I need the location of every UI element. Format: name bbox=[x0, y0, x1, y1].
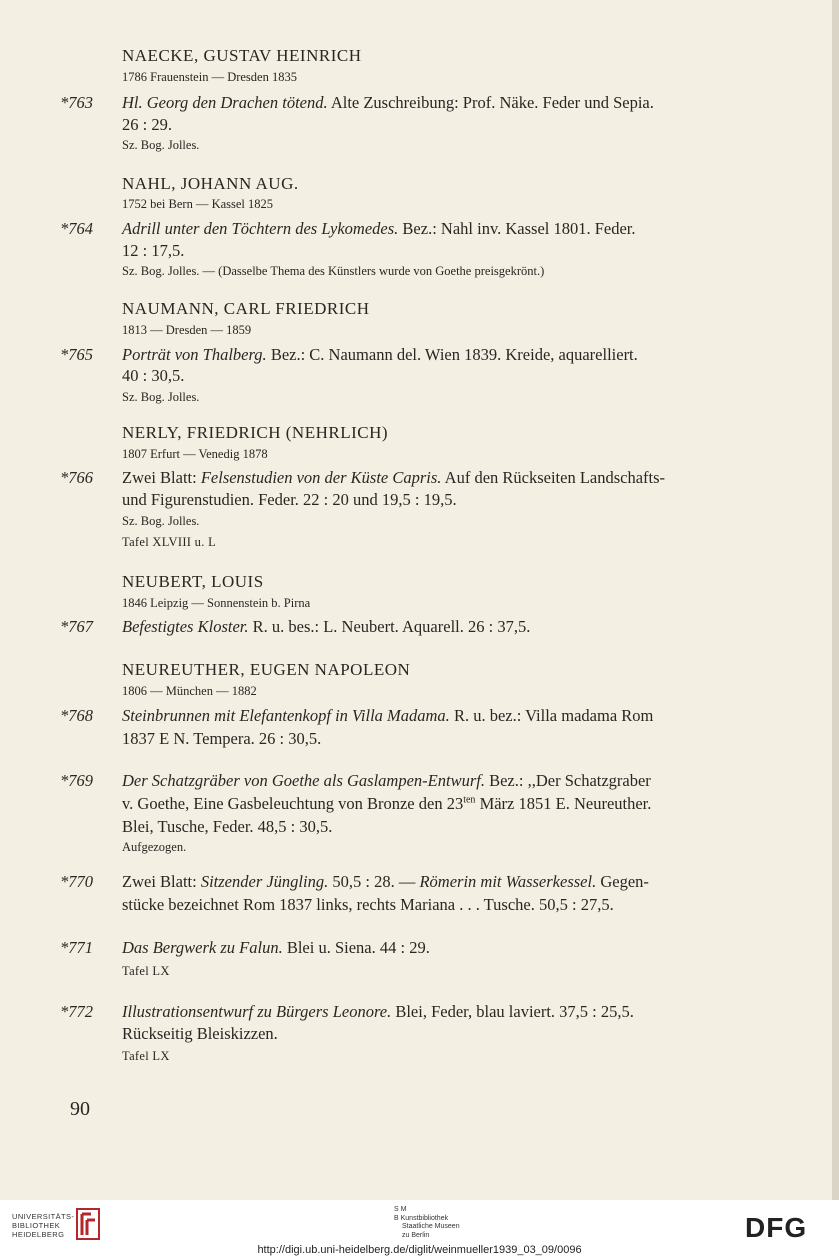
page-number: 90 bbox=[70, 1098, 90, 1120]
lot-description bbox=[122, 468, 665, 488]
lot-text: Alte Zuschreibung: Prof. Näke. Feder und Sepia. bbox=[327, 93, 654, 112]
dfg-logo[interactable]: DFG bbox=[745, 1212, 808, 1243]
ub-logo-line: UNIVERSITÄTS- bbox=[12, 1212, 75, 1221]
lot-number: *770 bbox=[60, 872, 93, 891]
lot-text: Blei u. Siena. 44 : 29. bbox=[282, 938, 430, 957]
lot-number: *769 bbox=[60, 771, 93, 790]
lot-number: *767 bbox=[60, 617, 93, 636]
lot-description-cont: 12 : 17,5. bbox=[122, 241, 185, 260]
lot-description bbox=[122, 872, 649, 892]
lot-plate: Tafel XLVIII u. L bbox=[122, 535, 217, 549]
lot-description bbox=[122, 1002, 634, 1022]
lot-description-cont: stücke bezeichnet Rom 1837 links, rechts Mariana . . . Tusche. 50,5 : 27,5. bbox=[122, 895, 614, 914]
lot-title: Das Bergwerk zu Falun. bbox=[122, 938, 283, 957]
lot-number: *771 bbox=[60, 938, 93, 957]
lot-title: Sitzender Jüngling. bbox=[200, 872, 329, 891]
artist-heading: NAECKE, GUSTAV HEINRICH bbox=[122, 46, 362, 65]
smb-logo[interactable] bbox=[394, 1206, 460, 1240]
lot-number: *763 bbox=[60, 93, 93, 112]
lot-description-cont: Rückseitig Bleiskizzen. bbox=[122, 1024, 278, 1043]
artist-heading: NERLY, FRIEDRICH (NEHRLICH) bbox=[122, 423, 389, 442]
smb-logo-line: Staatliche Museen bbox=[402, 1223, 460, 1230]
lot-text: R. u. bes.: L. Neubert. Aquarell. 26 : 37,5. bbox=[248, 617, 531, 636]
lot-description bbox=[122, 345, 638, 365]
lot-text: Blei, Feder, blau laviert. 37,5 : 25,5. bbox=[391, 1002, 634, 1021]
smb-logo-line: zu Berlin bbox=[402, 1231, 430, 1239]
smb-logo-line: B Kunstbibliothek bbox=[394, 1214, 449, 1222]
lot-description-cont: 40 : 30,5. bbox=[122, 366, 185, 385]
lot-title: Der Schatzgräber von Goethe als Gaslampen-Entwurf. bbox=[122, 771, 485, 790]
lot-title-2: Römerin mit Wasserkessel. bbox=[419, 872, 597, 891]
lot-plate: Tafel LX bbox=[122, 1049, 170, 1063]
lot-text: R. u. bez.: Villa madama Rom bbox=[449, 706, 654, 725]
lot-number: *766 bbox=[60, 468, 93, 487]
lot-provenance: Sz. Bog. Jolles. — (Dasselbe Thema des Künstlers wurde von Goethe preisgekrönt.) bbox=[122, 264, 545, 278]
lot-prefix: Zwei Blatt: bbox=[122, 872, 201, 891]
lot-title: Illustrationsentwurf zu Bürgers Leonore. bbox=[122, 1002, 392, 1021]
lot-text: Bez.: ,,Der Schatzgraber bbox=[484, 771, 651, 790]
page-edge bbox=[832, 0, 839, 1200]
lot-text: v. Goethe, Eine Gasbeleuchtung von Bronze den 23 bbox=[122, 794, 464, 813]
artist-dates: 1813 — Dresden — 1859 bbox=[122, 323, 252, 337]
lot-title: Befestigtes Kloster. bbox=[122, 617, 249, 636]
lot-description-cont bbox=[122, 794, 651, 814]
lot-text: 50,5 : 28. — bbox=[328, 872, 420, 891]
artist-dates: 1752 bei Bern — Kassel 1825 bbox=[122, 197, 274, 211]
lot-description bbox=[122, 617, 530, 637]
artist-heading: NEUBERT, LOUIS bbox=[122, 572, 264, 591]
lot-title: Adrill unter den Töchtern des Lykomedes. bbox=[122, 219, 399, 238]
lot-superscript: ten bbox=[463, 794, 476, 806]
lot-provenance: Sz. Bog. Jolles. bbox=[122, 390, 200, 404]
artist-dates: 1786 Frauenstein — Dresden 1835 bbox=[122, 70, 297, 84]
lot-text: Gegen- bbox=[596, 872, 649, 891]
lot-description bbox=[122, 93, 654, 113]
lot-plate: Tafel LX bbox=[122, 964, 170, 978]
lot-description-cont: und Figurenstudien. Feder. 22 : 20 und 19,5 : 19,5. bbox=[122, 490, 457, 509]
lot-provenance: Sz. Bog. Jolles. bbox=[122, 514, 200, 528]
viewer-footer bbox=[0, 1200, 839, 1260]
lot-provenance: Sz. Bog. Jolles. bbox=[122, 138, 200, 152]
lot-description-cont: Blei, Tusche, Feder. 48,5 : 30,5. bbox=[122, 817, 333, 836]
lot-number: *772 bbox=[60, 1002, 93, 1021]
lot-description bbox=[122, 771, 651, 791]
lot-description-cont: 26 : 29. bbox=[122, 115, 172, 134]
lot-description bbox=[122, 219, 636, 239]
smb-logo-line: S M bbox=[394, 1206, 407, 1213]
ub-heidelberg-logo[interactable] bbox=[12, 1212, 74, 1239]
ub-heidelberg-mark-icon bbox=[76, 1208, 102, 1242]
lot-prefix: Zwei Blatt: bbox=[122, 468, 201, 487]
artist-dates: 1846 Leipzig — Sonnenstein b. Pirna bbox=[122, 596, 311, 610]
artist-dates: 1806 — München — 1882 bbox=[122, 684, 257, 698]
lot-title: Felsenstudien von der Küste Capris. bbox=[200, 468, 442, 487]
lot-number: *768 bbox=[60, 706, 93, 725]
lot-provenance: Aufgezogen. bbox=[122, 840, 187, 854]
lot-description-cont: 1837 E N. Tempera. 26 : 30,5. bbox=[122, 729, 322, 748]
artist-heading: NAUMANN, CARL FRIEDRICH bbox=[122, 299, 370, 318]
lot-text: Auf den Rückseiten Landschafts- bbox=[441, 468, 666, 487]
lot-title: Hl. Georg den Drachen tötend. bbox=[122, 93, 328, 112]
page-url[interactable]: http://digi.ub.uni-heidelberg.de/diglit/weinmueller1939_03_09/0096 bbox=[257, 1244, 582, 1256]
artist-heading: NAHL, JOHANN AUG. bbox=[122, 174, 299, 193]
lot-title: Porträt von Thalberg. bbox=[122, 345, 267, 364]
ub-logo-line: BIBLIOTHEK bbox=[12, 1221, 61, 1230]
lot-description bbox=[122, 938, 430, 958]
artist-heading: NEUREUTHER, EUGEN NAPOLEON bbox=[122, 660, 411, 679]
lot-text: Bez.: C. Naumann del. Wien 1839. Kreide, aquarelliert. bbox=[266, 345, 638, 364]
lot-number: *764 bbox=[60, 219, 93, 238]
ub-logo-line: HEIDELBERG bbox=[12, 1230, 65, 1239]
lot-text: März 1851 E. Neureuther. bbox=[475, 794, 652, 813]
lot-title: Steinbrunnen mit Elefantenkopf in Villa Madama. bbox=[122, 706, 450, 725]
lot-number: *765 bbox=[60, 345, 93, 364]
lot-text: Bez.: Nahl inv. Kassel 1801. Feder. bbox=[398, 219, 636, 238]
lot-description bbox=[122, 706, 653, 726]
artist-dates: 1807 Erfurt — Venedig 1878 bbox=[122, 447, 268, 461]
